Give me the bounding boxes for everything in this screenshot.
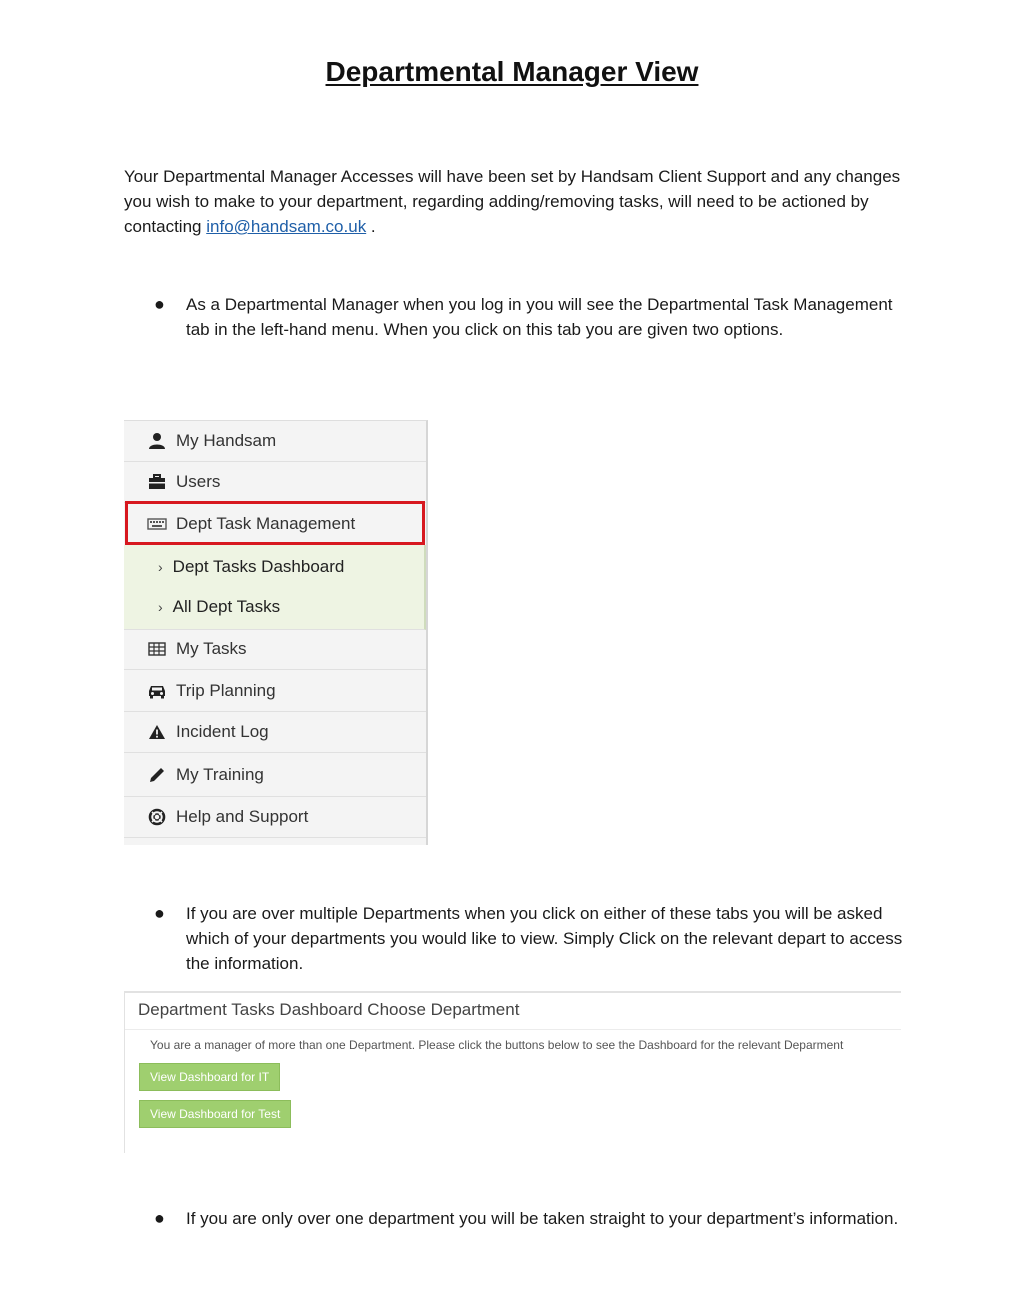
menu-item-label: My Training (176, 764, 264, 784)
car-icon (146, 682, 168, 700)
user-icon (146, 432, 168, 450)
menu-item-label: My Handsam (176, 431, 277, 450)
menu-item-users[interactable] (124, 462, 426, 503)
chevron-right-icon: › (158, 599, 163, 615)
menu-item-incident-log[interactable] (124, 712, 426, 753)
bullet-text: As a Departmental Manager when you log in you will see the Departmental Task Management tab in the left-hand menu. When you click on this tab you are given two options. (186, 295, 893, 339)
intro-paragraph (124, 164, 904, 239)
menu-item-my-tasks[interactable] (124, 629, 426, 670)
submenu-item-dept-tasks-dashboard[interactable] (124, 547, 424, 587)
submenu-item-label: All Dept Tasks (172, 597, 281, 616)
intro-text: Your Departmental Manager Accesses will have been set by Handsam Client Support and any changes you wish to make to your department, regarding adding/removing tasks, will need to be actioned by contacting (124, 167, 901, 236)
menu-item-label: Trip Planning (176, 680, 276, 700)
submenu-item-all-dept-tasks[interactable] (124, 587, 424, 627)
view-dashboard-test-button[interactable]: View Dashboard for Test (139, 1100, 291, 1128)
table-icon (146, 640, 168, 658)
bullet-item (124, 1206, 914, 1256)
page-title: Departmental Manager View (325, 56, 699, 87)
pencil-icon (146, 766, 168, 784)
menu-item-label: My Tasks (176, 639, 247, 658)
dashboard-panel (124, 991, 901, 1153)
panel-message: You are a manager of more than one Department. Please click the buttons below to see the Dashboard for the relevant Deparment (150, 1038, 844, 1052)
bullet-dot-icon: ● (154, 903, 165, 923)
menu-item-label: Incident Log (176, 722, 269, 741)
bullet-dot-icon: ● (154, 1208, 165, 1228)
bullet-text: If you are over multiple Departments when you click on either of these tabs you will be asked which of your departments you would like to view. Simply Click on the relevant depart to access the information. (186, 904, 903, 973)
warning-icon (146, 723, 168, 741)
bullet-item (124, 901, 914, 976)
bullet-item (124, 292, 914, 367)
chevron-right-icon: › (158, 559, 163, 575)
view-dashboard-it-button[interactable]: View Dashboard for IT (139, 1063, 280, 1091)
menu-item-help-and-support[interactable] (124, 797, 426, 838)
menu-item-label: Users (176, 472, 221, 491)
lifebuoy-icon (146, 808, 168, 826)
sidebar-menu (124, 420, 428, 845)
menu-item-label: Help and Support (176, 807, 309, 826)
submenu (124, 545, 426, 630)
submenu-item-label: Dept Tasks Dashboard (172, 557, 345, 576)
support-email-link[interactable]: info@handsam.co.uk (206, 217, 367, 236)
bullet-text: If you are only over one department you will be taken straight to your department’s information. (186, 1209, 899, 1228)
menu-item-my-handsam[interactable] (124, 421, 426, 462)
menu-item-trip-planning[interactable] (124, 670, 426, 712)
panel-title: Department Tasks Dashboard Choose Department (138, 1000, 520, 1019)
divider (125, 1029, 901, 1030)
bullet-dot-icon: ● (154, 294, 165, 314)
intro-text-end: . (366, 217, 376, 236)
menu-item-label: Dept Task Management (176, 513, 356, 533)
briefcase-icon (146, 473, 168, 491)
menu-item-my-training[interactable] (124, 753, 426, 797)
highlight-box (125, 501, 425, 545)
